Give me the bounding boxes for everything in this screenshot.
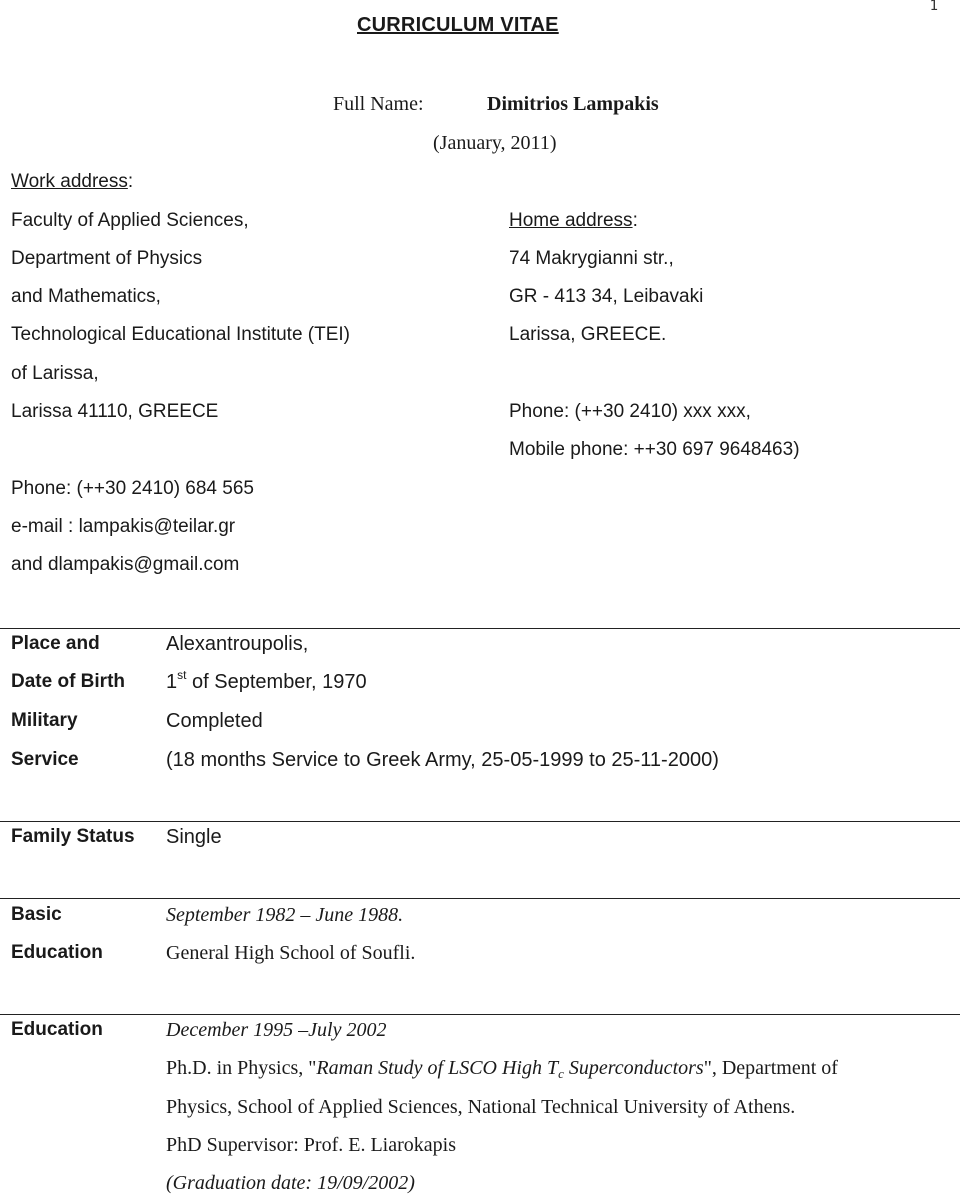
- work-phone: Phone: (++30 2410) 684 565: [11, 478, 254, 499]
- military-detail: (18 months Service to Greek Army, 25-05-1999 to 25-11-2000): [166, 749, 719, 771]
- work-address-line: Department of Physics: [11, 248, 203, 269]
- birth-label-line1: Place and: [11, 633, 100, 654]
- work-email: e-mail : lampakis@teilar.gr: [11, 516, 236, 537]
- document-title: CURRICULUM VITAE: [357, 14, 559, 36]
- home-address-heading: [509, 209, 638, 233]
- work-address-heading-colon: :: [127, 171, 134, 192]
- home-phone: Phone: (++30 2410) xxx xxx,: [509, 401, 751, 422]
- basic-education-period: September 1982 – June 1988.: [166, 904, 404, 926]
- home-mobile: Mobile phone: ++30 697 9648463): [509, 439, 800, 460]
- education-degree-line2: Physics, School of Applied Sciences, National Technical University of Athens.: [166, 1096, 796, 1118]
- work-address-line: of Larissa,: [11, 363, 99, 384]
- section-divider: [0, 821, 960, 822]
- education-label: Education: [11, 1019, 103, 1040]
- home-address-heading-text: Home address: [509, 210, 633, 231]
- birth-date-suffix: st: [177, 668, 187, 682]
- thesis-title-a: Raman Study of LSCO High T: [316, 1057, 559, 1079]
- degree-word: [166, 1056, 838, 1080]
- birth-date-day: 1: [166, 671, 178, 693]
- degree-prefix: Ph.D. in Physics, ": [166, 1057, 317, 1079]
- work-address-heading-text: Work address: [11, 171, 128, 192]
- birth-date: [166, 670, 367, 694]
- education-supervisor: PhD Supervisor: Prof. E. Liarokapis: [166, 1134, 456, 1156]
- section-divider: [0, 628, 960, 629]
- birth-date-rest: of September, 1970: [186, 671, 367, 693]
- family-status-value: Single: [166, 826, 222, 848]
- basic-education-school: General High School of Soufli.: [166, 942, 416, 964]
- basic-education-label-line2: Education: [11, 942, 103, 963]
- education-degree-line1: [166, 1056, 954, 1080]
- full-name-label: Full Name:: [333, 93, 424, 115]
- work-address-line: Technological Educational Institute (TEI): [11, 324, 351, 345]
- family-status-label: Family Status: [11, 826, 135, 847]
- basic-education-label-line1: Basic: [11, 904, 62, 925]
- full-name-value: Dimitrios Lampakis: [487, 93, 659, 115]
- thesis-title-subscript: c: [558, 1066, 564, 1081]
- document-date: (January, 2011): [433, 132, 557, 154]
- birth-place: Alexantroupolis,: [166, 633, 309, 655]
- work-address-line: Faculty of Applied Sciences,: [11, 210, 249, 231]
- home-address-line: 74 Makrygianni str.,: [509, 248, 674, 269]
- work-address-line: and Mathematics,: [11, 286, 161, 307]
- military-status: Completed: [166, 710, 263, 732]
- education-period: December 1995 –July 2002: [166, 1019, 387, 1041]
- section-divider: [0, 1014, 960, 1015]
- page-number: 1: [929, 0, 938, 14]
- birth-label-line2: Date of Birth: [11, 671, 125, 692]
- work-email-secondary: and dlampakis@gmail.com: [11, 554, 240, 575]
- military-label-line1: Military: [11, 710, 78, 731]
- work-address-heading: [11, 170, 133, 194]
- home-address-line: GR - 413 34, Leibavaki: [509, 286, 704, 307]
- home-address-line: Larissa, GREECE.: [509, 324, 667, 345]
- degree-mid: ", Department of: [703, 1057, 838, 1079]
- education-graduation: (Graduation date: 19/09/2002): [166, 1172, 415, 1194]
- home-address-heading-colon: :: [632, 210, 638, 231]
- thesis-title-b: Superconductors: [563, 1057, 704, 1079]
- work-address-line: Larissa 41110, GREECE: [11, 401, 219, 422]
- section-divider: [0, 898, 960, 899]
- military-label-line2: Service: [11, 749, 79, 770]
